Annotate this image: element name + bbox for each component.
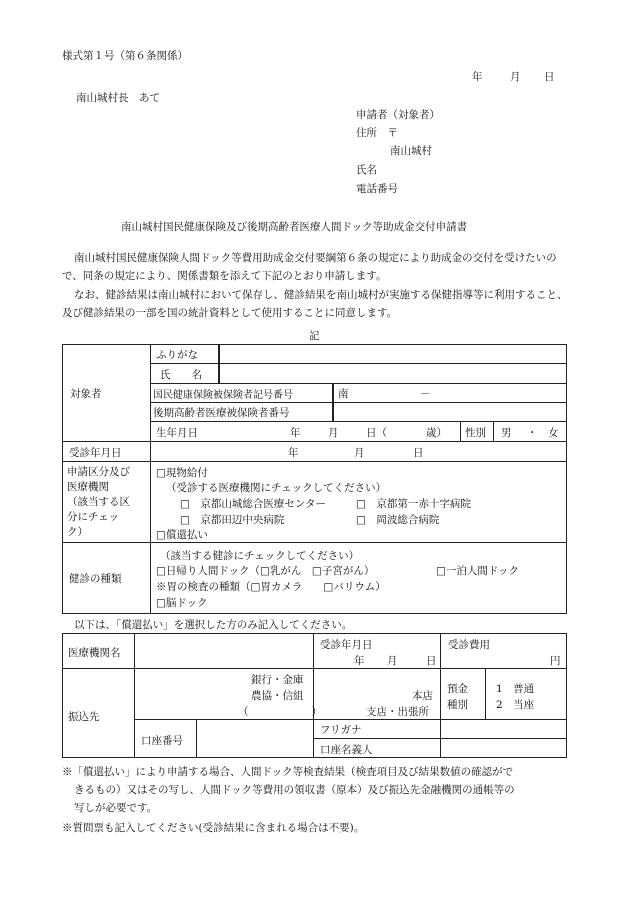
document-title: 南山城村国民健康保険及び後期高齢者医療人間ドック等助成金交付申請書 bbox=[121, 221, 468, 233]
kenshin-brain-checkbox[interactable]: □脳ドック bbox=[156, 597, 208, 609]
visit-year: 年 bbox=[288, 447, 299, 459]
kenshin-overnight-checkbox[interactable]: □一泊人間ドック bbox=[436, 565, 520, 577]
name-row-label: 氏 名 bbox=[160, 369, 202, 381]
deposit-label-1: 預金 bbox=[447, 683, 468, 695]
apply-label: 申請区分及び 医療機関 （該当する区 分にチェッ ク） bbox=[67, 466, 130, 538]
branch-2: 支店・出張所 bbox=[366, 706, 429, 718]
note-1-line-1: ※「償還払い」により申請する場合、人間ドック等検査結果（検査項目及び結果数値の確認がで bbox=[62, 766, 514, 778]
sex-female[interactable]: 女 bbox=[548, 427, 559, 439]
institution-name-label: 医療機関名 bbox=[68, 647, 121, 659]
visit-day-2: 日 bbox=[426, 655, 437, 667]
shokan-checkbox[interactable]: □償還払い bbox=[156, 529, 208, 541]
kokuho-field[interactable] bbox=[333, 383, 567, 403]
note-1-line-2: きるもの）又はその写し、人間ドック等費用の領収書（原本）及び振込先金融機関の通帳等の bbox=[74, 784, 515, 796]
furigana-label: ふりがな bbox=[156, 349, 198, 361]
name-field[interactable] bbox=[219, 363, 567, 384]
sex-label: 性別 bbox=[465, 427, 486, 439]
phone-label: 電話番号 bbox=[356, 183, 398, 195]
account-type-ordinary[interactable]: 1 普通 bbox=[496, 683, 535, 695]
birth-month: 月 bbox=[328, 427, 339, 439]
cost-label: 受診費用 bbox=[448, 639, 490, 651]
sex-dot: ・ bbox=[527, 427, 538, 439]
account-number-label: 口座番号 bbox=[141, 735, 183, 747]
applicant-heading: 申請者（対象者） bbox=[356, 109, 440, 121]
hospital-instruction: （受診する医療機関にチェックしてください） bbox=[166, 482, 387, 494]
deposit-label-2: 種別 bbox=[447, 699, 468, 711]
date-day: 日 bbox=[544, 71, 555, 83]
age: 歳） bbox=[426, 427, 447, 439]
genbutsu-checkbox[interactable]: □現物給付 bbox=[156, 467, 208, 479]
sex-male[interactable]: 男 bbox=[501, 427, 512, 439]
furigana-field[interactable] bbox=[219, 344, 567, 364]
note-2: ※質問票も記入してください(受診結果に含まれる場合は不要)。 bbox=[62, 822, 365, 834]
visit-year-2: 年 bbox=[354, 655, 365, 667]
birth-day: 日（ bbox=[366, 427, 387, 439]
account-holder-label: 口座名義人 bbox=[320, 744, 373, 756]
hospital-3-checkbox[interactable]: □ 京都田辺中央病院 bbox=[180, 514, 285, 526]
visit-month-2: 月 bbox=[387, 655, 398, 667]
koki-field[interactable] bbox=[333, 402, 567, 422]
hospital-1-checkbox[interactable]: □ 京都山城総合医療センター bbox=[180, 498, 327, 510]
birth-year: 年 bbox=[290, 427, 301, 439]
hospital-2-checkbox[interactable]: □ 京都第一赤十字病院 bbox=[356, 498, 471, 510]
kenshin-stomach-type[interactable]: ※胃の検査の種類（□胃カメラ □バリウム） bbox=[156, 581, 386, 593]
village-name: 南山城村 bbox=[390, 145, 432, 157]
bank-type-2: 農協・信組 bbox=[251, 690, 304, 702]
address-label: 住所 〒 bbox=[356, 127, 398, 139]
visit-date-label-2: 受診年月日 bbox=[320, 639, 373, 651]
kokuho-prefix: 南 bbox=[338, 388, 349, 400]
yen-label: 円 bbox=[550, 655, 561, 667]
kenshin-instruction: （該当する健診にチェックしてください） bbox=[160, 550, 360, 562]
hospital-4-checkbox[interactable]: □ 岡波総合病院 bbox=[356, 514, 440, 526]
visit-date-label: 受診年月日 bbox=[69, 447, 122, 459]
visit-day: 日 bbox=[413, 447, 424, 459]
subject-label: 対象者 bbox=[70, 388, 102, 400]
transfer-label: 振込先 bbox=[68, 711, 100, 723]
date-year: 年 bbox=[472, 71, 483, 83]
kenshin-day-dock-checkbox[interactable]: □日帰り人間ドック（□乳がん □子宮がん） bbox=[156, 565, 375, 577]
note-1-line-3: 写しが必要です。 bbox=[74, 802, 158, 814]
name-label: 氏名 bbox=[356, 164, 377, 176]
form-number: 様式第１号（第６条関係） bbox=[62, 50, 188, 62]
date-month: 月 bbox=[510, 71, 521, 83]
visit-month: 月 bbox=[354, 447, 365, 459]
account-number-field[interactable] bbox=[196, 719, 314, 758]
body-paragraph-2: なお、健診結果は南山城村において保存し、健診結果を南山城村が実施する保健指導等に利用すること、及び健診結果の一部を国の統計資料として使用することに同意します。 bbox=[62, 289, 568, 319]
koki-label: 後期高齢者医療被保険者番号 bbox=[153, 407, 290, 419]
bank-name-field[interactable]: （ ） bbox=[238, 706, 322, 718]
bank-type-1: 銀行・金庫 bbox=[251, 674, 304, 686]
addressee: 南山城村長 あて bbox=[76, 92, 160, 104]
kenshin-label: 健診の種類 bbox=[69, 573, 122, 585]
body-paragraph-1: 南山城村国民健康保険人間ドック等費用助成金交付要綱第６条の規定により助成金の交付を受けたいので、同条の規定により、関係書類を添えて下記のとおり申請します。 bbox=[62, 252, 557, 282]
kokuho-label: 国民健康保険被保険者記号番号 bbox=[153, 390, 293, 401]
ki-heading: 記 bbox=[309, 330, 320, 342]
kokuho-dash: － bbox=[420, 388, 431, 400]
furigana-label-2: フリガナ bbox=[320, 724, 362, 736]
branch-1: 本店 bbox=[412, 690, 433, 702]
account-type-current[interactable]: 2 当座 bbox=[496, 699, 535, 711]
birth-label: 生年月日 bbox=[156, 427, 198, 439]
reimburse-note: 以下は、「償還払い」を選択した方のみ記入してください。 bbox=[74, 619, 353, 631]
